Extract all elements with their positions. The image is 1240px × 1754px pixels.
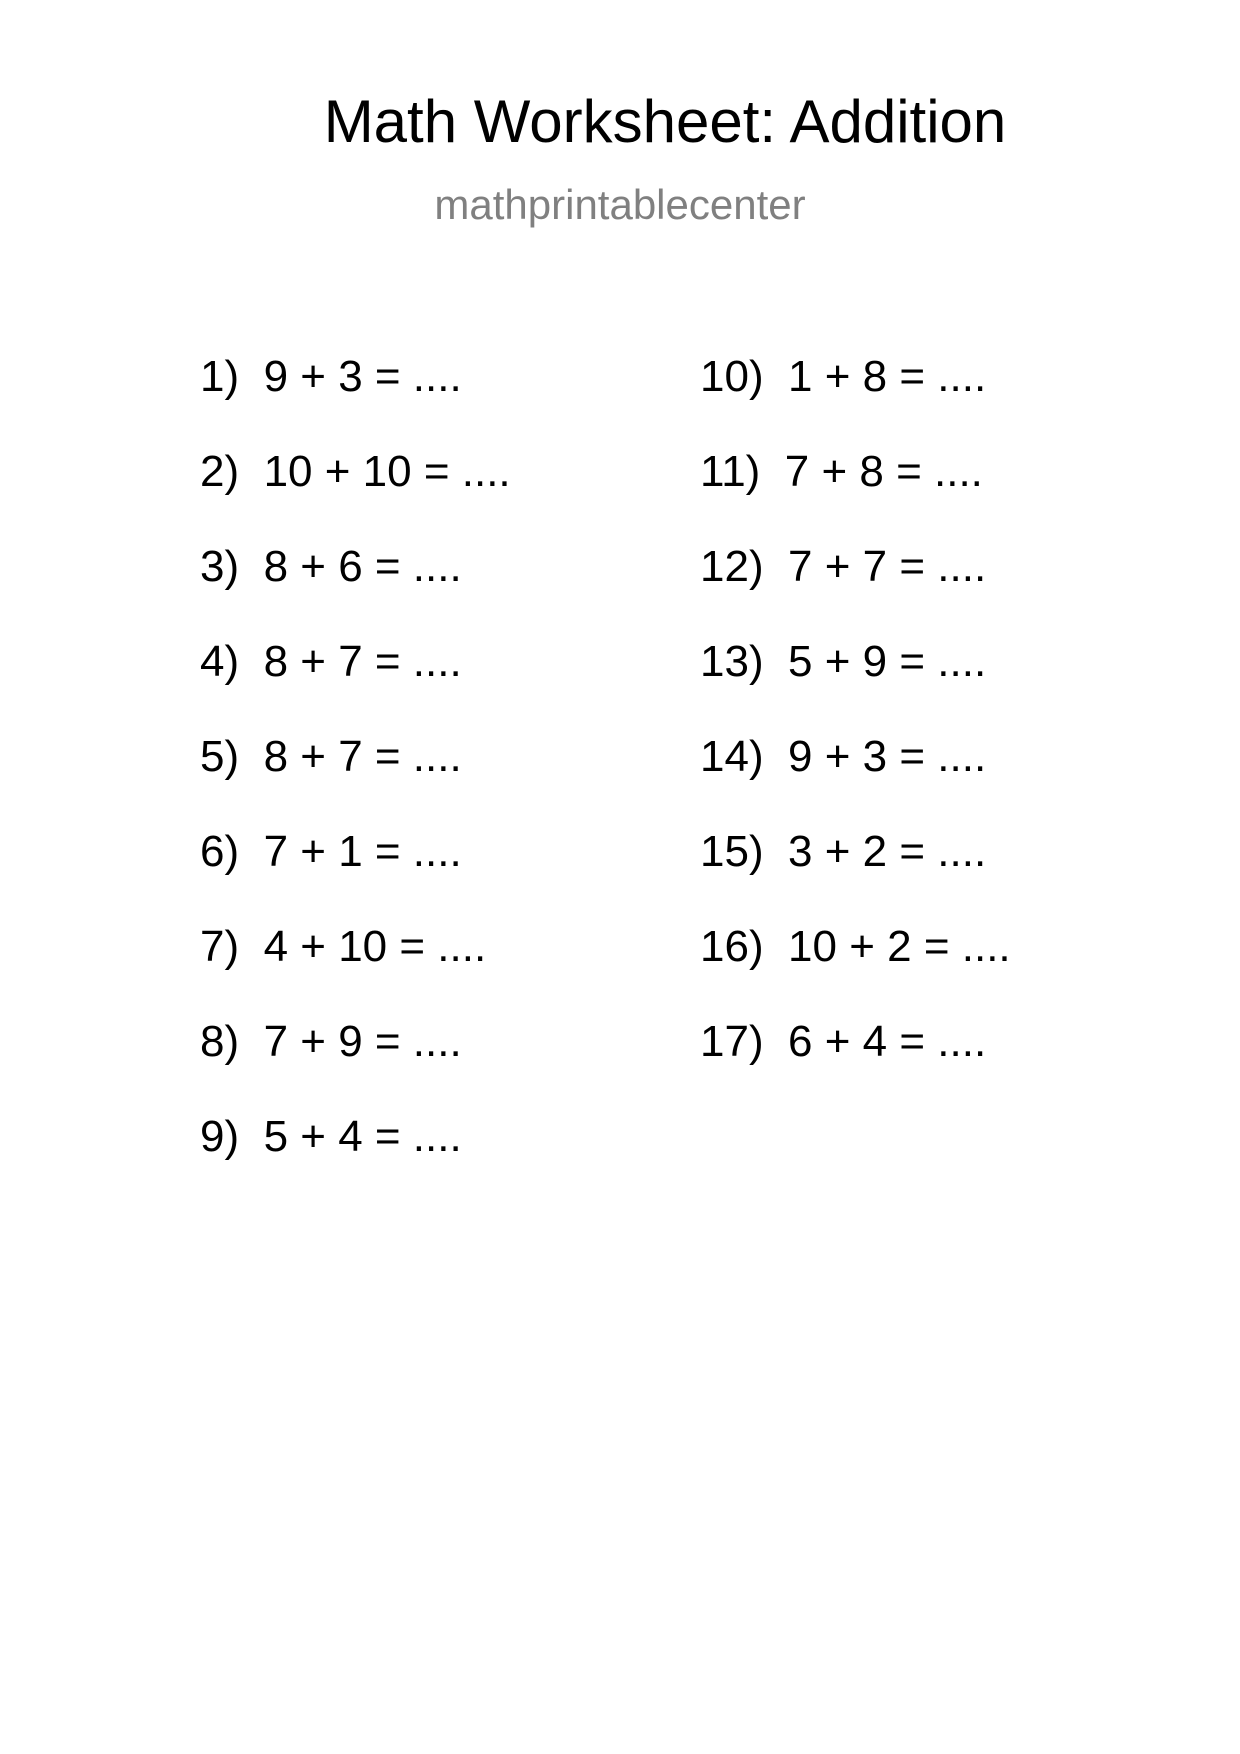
problem-number: 3) [200,542,240,591]
problem-number: 10) [700,352,764,401]
problem-expression: 9 + 3 = .... [788,732,987,781]
left-problem-column [200,352,511,1210]
problem-15 [700,827,1011,925]
worksheet-title: Math Worksheet: Addition [323,88,1007,155]
problem-number: 2) [200,447,240,496]
problem-expression: 1 + 8 = .... [788,352,987,401]
problem-number: 5) [200,732,240,781]
problem-12 [700,542,1011,640]
problem-number: 11) [700,447,761,496]
problem-17 [700,1017,1011,1115]
problem-expression: 5 + 9 = .... [788,637,987,686]
problem-number: 17) [700,1017,764,1066]
problem-number: 7) [200,922,240,971]
problem-expression: 10 + 2 = .... [788,922,1011,971]
problem-16 [700,922,1011,1020]
problem-expression: 7 + 1 = .... [263,827,462,876]
problem-7 [200,922,511,1020]
problem-2 [200,447,511,545]
problem-expression: 6 + 4 = .... [788,1017,987,1066]
problem-expression: 10 + 10 = .... [263,447,511,496]
problem-number: 8) [200,1017,240,1066]
problem-number: 4) [200,637,240,686]
right-problem-column [700,352,1011,1115]
problem-5 [200,732,511,830]
problem-expression: 3 + 2 = .... [788,827,987,876]
problem-expression: 7 + 9 = .... [263,1017,462,1066]
problem-expression: 4 + 10 = .... [263,922,487,971]
problem-10 [700,352,1011,450]
problem-number: 6) [200,827,240,876]
problem-number: 1) [200,352,240,401]
problem-3 [200,542,511,640]
problem-number: 13) [700,637,764,686]
problem-8 [200,1017,511,1115]
problem-expression: 8 + 7 = .... [263,732,462,781]
problem-4 [200,637,511,735]
worksheet-subtitle: mathprintablecenter [434,181,806,228]
problem-9 [200,1112,511,1210]
problem-expression: 9 + 3 = .... [263,352,462,401]
problem-expression: 7 + 7 = .... [788,542,987,591]
problem-13 [700,637,1011,735]
problem-1 [200,352,511,450]
problem-number: 15) [700,827,764,876]
problem-number: 14) [700,732,764,781]
problem-number: 16) [700,922,764,971]
problem-number: 12) [700,542,764,591]
problem-6 [200,827,511,925]
problem-11 [700,447,1011,545]
problem-expression: 8 + 7 = .... [263,637,462,686]
problem-expression: 5 + 4 = .... [263,1112,462,1161]
problem-expression: 7 + 8 = .... [784,447,983,496]
problem-number: 9) [200,1112,240,1161]
problem-14 [700,732,1011,830]
problem-expression: 8 + 6 = .... [263,542,462,591]
